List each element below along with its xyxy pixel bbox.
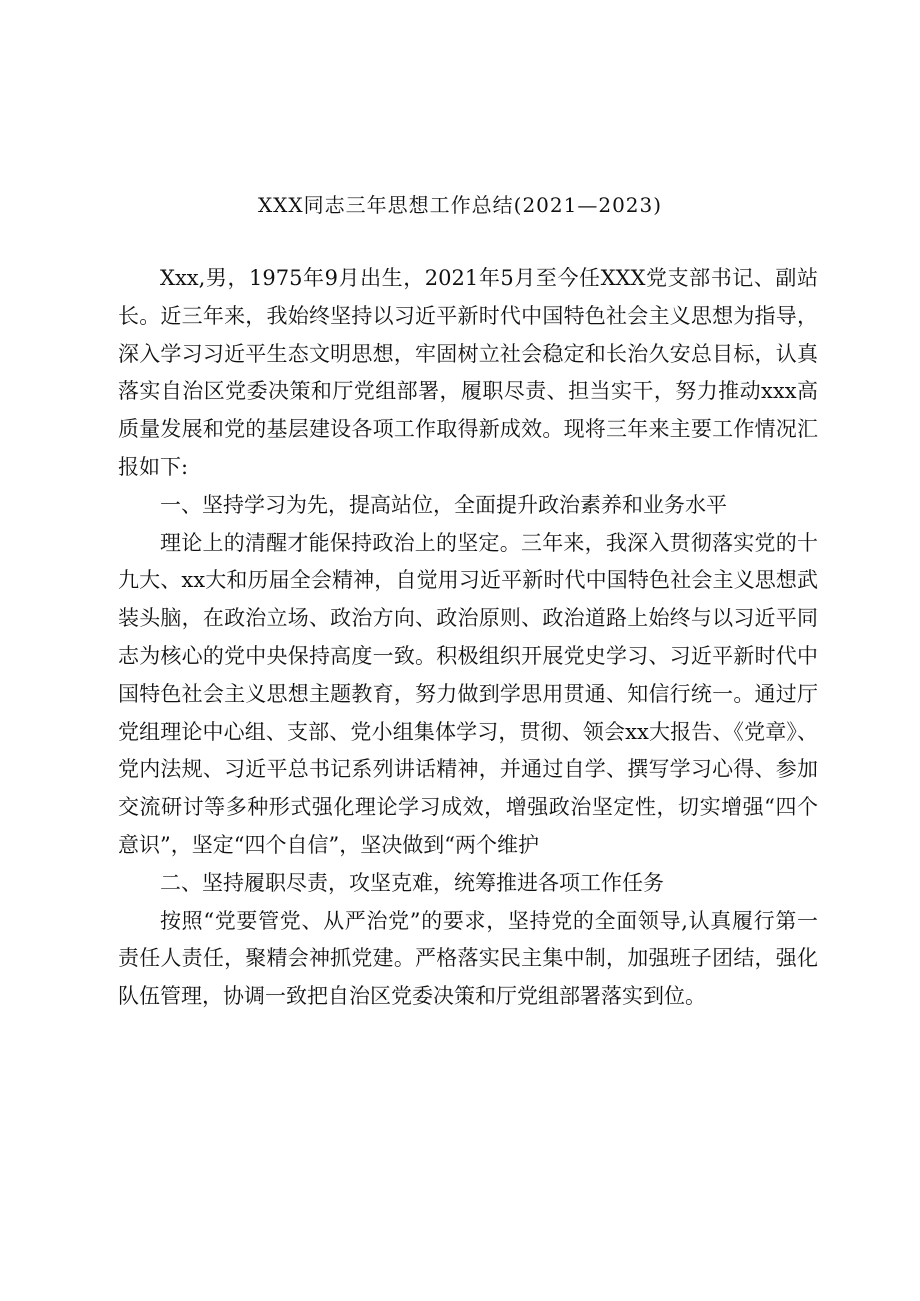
section-1-paragraph: 理论上的清醒才能保持政治上的坚定。三年来，我深入贯彻落实党的十九大、xx大和历届全会精神，自觉用习近平新时代中国特色社会主义思想武装头脑，在政治立场、政治方向、政治原则、政治道路上始终与以习近平同志为核心的党中央保持高度一致。积极组织开展党史学习、习近平新时代中国特色社会主义思想主题教育，努力做到学思用贯通、知信行统一。通过厅党组理论中心组、支部、党小组集体学习，贯彻、领会xx大报告、《党章》、党内法规、习近平总书记系列讲话精神，并通过自学、撰写学习心得、参加交流研讨等多种形式强化理论学习成效，增强政治坚定性，切实增强“四个意识”，坚定“四个自信”，坚决做到“两个维护 xyxy=(118,530,818,857)
section-heading-1: 一、坚持学习为先，提高站位，全面提升政治素养和业务水平 xyxy=(160,492,727,517)
document-title: XXX同志三年思想工作总结(2021—2023) xyxy=(257,193,663,217)
intro-paragraph: Xxx,男，1975年9月出生，2021年5月至今任XXX党支部书记、副站长。近三年来，我始终坚持以习近平新时代中国特色社会主义思想为指导，深入学习习近平生态文明思想，牢固树立社会稳定和长治久安总目标，认真落实自治区党委决策和厅党组部署，履职尽责、担当实干，努力推动xxx高质量发展和党的基层建设各项工作取得新成效。现将三年来主要工作情况汇报如下: xyxy=(118,266,818,479)
section-2-paragraph: 按照“党要管党、从严治党”的要求，坚持党的全面领导,认真履行第一责任人责任，聚精会神抓党建。严格落实民主集中制，加强班子团结，强化队伍管理，协调一致把自治区党委决策和厅党组部署落实到位。 xyxy=(118,908,818,1009)
section-heading-2: 二、坚持履职尽责，攻坚克难，统筹推进各项工作任务 xyxy=(160,870,664,895)
document-body xyxy=(118,260,818,1016)
